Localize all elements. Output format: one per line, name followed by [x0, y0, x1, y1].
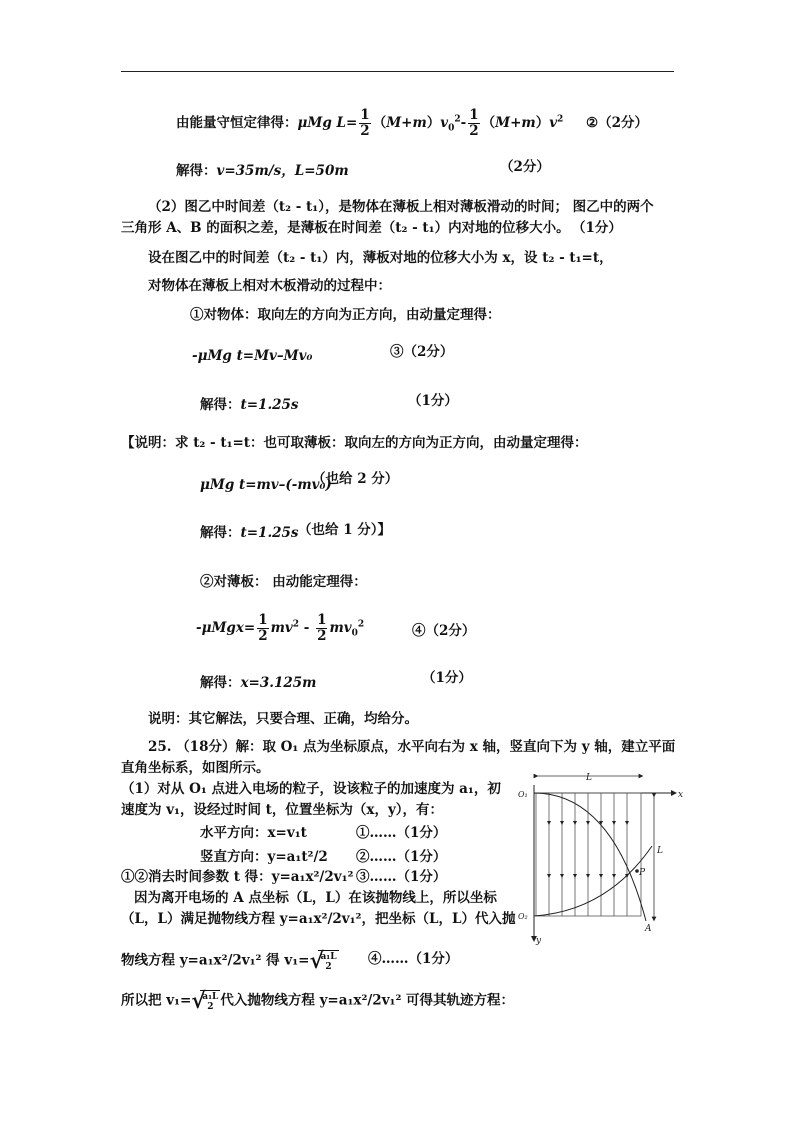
- half-fraction: $\frac{1}{2}$: [317, 612, 327, 644]
- score: ②……（1分）: [356, 849, 447, 865]
- label-y: y: [536, 936, 542, 946]
- paragraph-line: 直角坐标系，如图所示。: [121, 760, 270, 776]
- trajectory-curve-2: [534, 846, 652, 916]
- field-lines: [549, 793, 627, 916]
- momentum-equation-alt: μMg t=mv–(-mv₀): [200, 477, 332, 493]
- equation-number: ③（2分）: [390, 344, 454, 360]
- label-x: x: [678, 790, 684, 800]
- field-region: [536, 793, 641, 916]
- equation-note: （也给 1 分）】: [298, 522, 392, 538]
- result-line: 解得：v=35m/s，L=50m: [176, 163, 349, 179]
- energy-equation: 由能量守恒定律得：μMg L= $\frac{1}{2}$ $(M+m)v_0^2-$ $\frac{1}{2}$ $(M+m)v^2$ ②（2分）: [176, 107, 649, 139]
- paragraph-line: 设在图乙中的时间差（t₂ - t₁）内，薄板对地的位移大小为 x，设 t₂ - t₁=t，: [148, 250, 613, 266]
- paragraph-line: 对物体在薄板上相对木板滑动的过程中：: [148, 278, 391, 294]
- score: （1分）: [408, 393, 458, 409]
- trajectory-line: 所以把 v₁= √ a₁L 2 代入抛物线方程 y=a₁x²/2v₁² 可得其轨迹方程：: [121, 988, 515, 1014]
- label-L-right: L: [657, 846, 663, 856]
- paragraph-line: （1）对从 O₁ 点进入电场的粒子，设该粒子的加速度为 a₁，初: [121, 781, 501, 797]
- equation-note: （也给 2 分）: [312, 471, 399, 487]
- score: ③……（1分）: [356, 869, 447, 885]
- result-line: 解得：x=3.125m: [200, 675, 317, 691]
- score: ①……（1分）: [356, 825, 447, 841]
- result-line: 解得：t=1.25s: [200, 525, 299, 541]
- problem-25-heading: 25. （18分）解：取 O₁ 点为坐标原点，水平向右为 x 轴，竖直向下为 y 轴，建立平面: [148, 739, 676, 755]
- label-O1: O₁: [518, 790, 528, 799]
- momentum-equation: -μMg t=Mv–Mv₀: [192, 348, 313, 364]
- label-O2: O₂: [518, 912, 528, 921]
- equation-number: ②（2分）: [586, 115, 649, 131]
- paragraph-line: （L，L）满足抛物线方程 y=a₁x²/2v₁²，把坐标（L，L）代入抛: [121, 911, 516, 927]
- label-L-top: L: [586, 773, 592, 783]
- paragraph-line: 三角形 A、B 的面积之差，是薄板在时间差（t₂ - t₁）内对地的位移大小。: [121, 220, 570, 236]
- electric-field-figure: [512, 771, 692, 951]
- velocity-equation: 物线方程 y=a₁x²/2v₁² 得 v₁= √ a₁L 2: [121, 948, 337, 974]
- vertical-equation: 竖直方向：y=a₁t²/2: [200, 849, 328, 865]
- paragraph-line: 速度为 v₁，设经过时间 t，位置坐标为（x，y），有：: [121, 802, 444, 818]
- result-line: 解得：t=1.25s: [200, 397, 299, 413]
- note-line: 【说明：求 t₂ - t₁=t：也可取薄板：取向左的方向为正方向，由动量定理得：: [121, 435, 588, 451]
- half-fraction: $\frac{1}{2}$: [360, 107, 370, 139]
- half-fraction: $\frac{1}{2}$: [258, 612, 268, 644]
- header-rule: [121, 71, 674, 72]
- label-P: P: [639, 868, 646, 878]
- score: （1分）: [422, 670, 472, 686]
- paragraph-line: ②对薄板： 由动能定理得：: [200, 574, 367, 590]
- paragraph-line: 因为离开电场的 A 点坐标（L，L）在该抛物线上，所以坐标: [134, 890, 497, 906]
- energy-prefix: 由能量守恒定律得：: [176, 115, 298, 131]
- score: （1分）: [572, 220, 622, 236]
- equation-number: ④（2分）: [412, 623, 476, 639]
- paragraph-line: ①对物体：取向左的方向为正方向，由动量定理得：: [190, 307, 501, 323]
- score: ④……（1分）: [368, 951, 459, 967]
- sqrt-expression: √ a₁L 2: [309, 948, 337, 974]
- paragraph-line: ①②消去时间参数 t 得：y=a₁x²/2v₁²: [121, 869, 354, 885]
- paragraph-line: 说明：其它解法，只要合理、正确，均给分。: [148, 711, 418, 727]
- paragraph-line: （2）图乙中时间差（t₂ - t₁），是物体在薄板上相对薄板滑动的时间； 图乙中的两个: [148, 199, 654, 215]
- score: （2分）: [500, 159, 550, 175]
- horizontal-equation: 水平方向：x=v₁t: [200, 825, 307, 841]
- label-A: A: [645, 924, 652, 934]
- energy-theorem-equation: -μMgx= $\frac{1}{2}$ $mv^2$ - $\frac{1}{2}$ $mv_0^2$: [196, 612, 365, 644]
- half-fraction: $\frac{1}{2}$: [469, 107, 479, 139]
- sqrt-expression: √ a₁L 2: [191, 988, 219, 1014]
